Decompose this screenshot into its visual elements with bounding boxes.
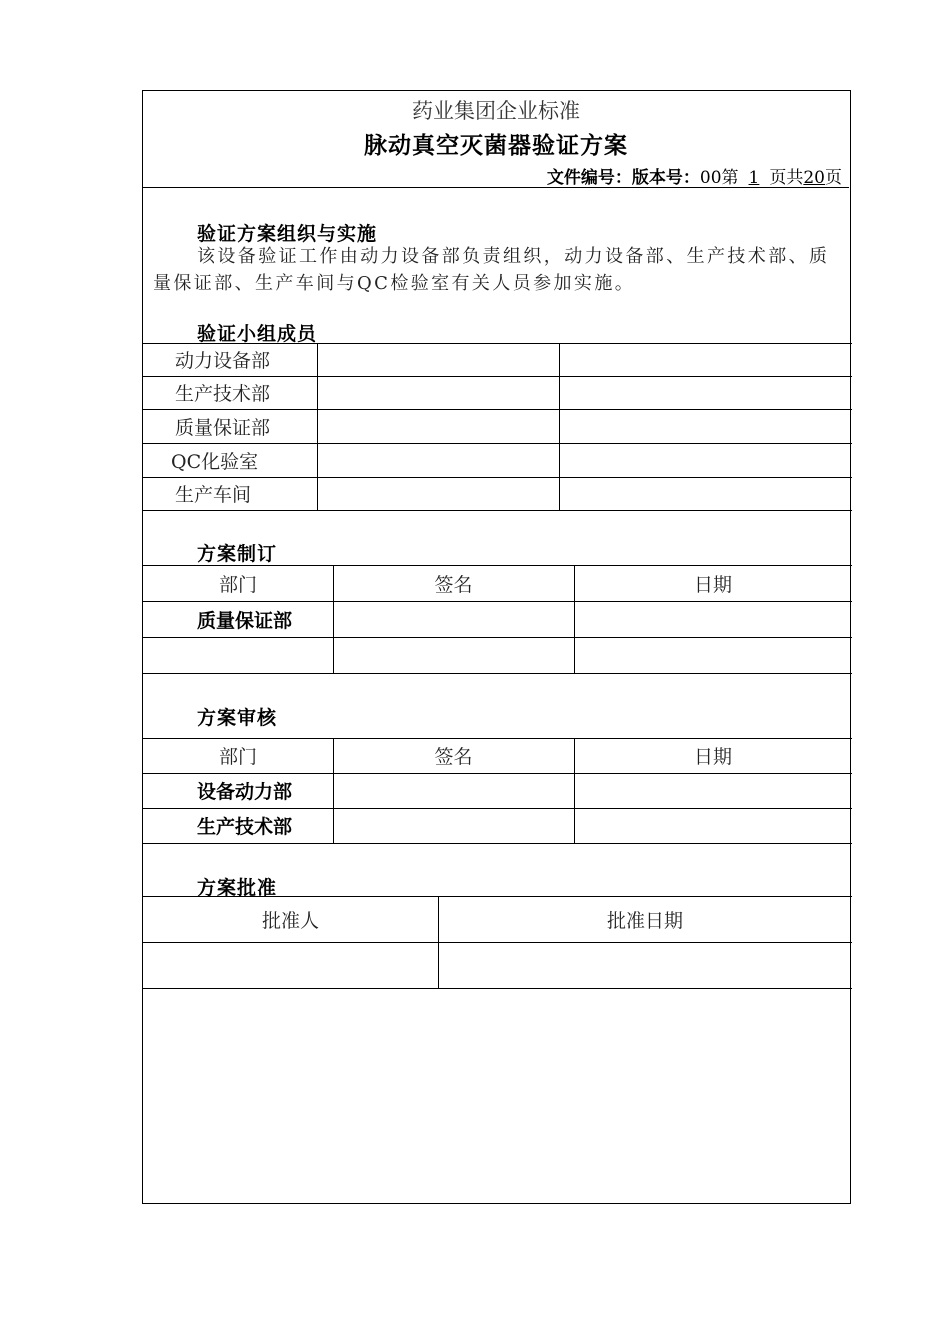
- members-col-line: [559, 343, 560, 510]
- member-dept: 动力设备部: [175, 350, 271, 372]
- file-no-label: 文件编号：版本号：: [546, 168, 700, 188]
- review-header-sign: 签名: [434, 746, 473, 768]
- review-header-dept: 部门: [218, 746, 257, 768]
- drafting-header-sign: 签名: [434, 573, 473, 596]
- members-col-line: [317, 343, 318, 510]
- drafting-header-dept: 部门: [218, 573, 257, 596]
- org-standard-title: 药业集团企业标准: [412, 99, 580, 123]
- review-dept: 设备动力部: [197, 781, 293, 803]
- file-info-line: [547, 163, 842, 188]
- page-mid: 页共: [769, 168, 804, 188]
- document-title: 脉动真空灭菌器验证方案: [364, 132, 628, 159]
- approval-title: 方案批准: [197, 877, 278, 899]
- review-header-date: 日期: [693, 746, 732, 768]
- approval-row-line: [143, 942, 852, 943]
- member-dept: 质量保证部: [175, 416, 271, 439]
- review-dept: 生产技术部: [197, 816, 293, 838]
- page-total: 20: [803, 168, 825, 188]
- drafting-dept: [143, 637, 333, 673]
- approval-header-approver: 批准人: [261, 909, 319, 932]
- header-divider: [143, 187, 849, 188]
- members-title: 验证小组成员: [197, 323, 318, 345]
- document-frame: [142, 90, 851, 1204]
- org-section-title: 验证方案组织与实施: [197, 223, 378, 245]
- drafting-title: 方案制订: [197, 543, 278, 565]
- member-dept: 生产车间: [175, 484, 252, 506]
- member-dept: QC化验室: [171, 450, 259, 473]
- approval-header-date: 批准日期: [606, 909, 683, 932]
- version-number: 00: [699, 168, 722, 188]
- drafting-bottom-line: [143, 673, 852, 674]
- page-suffix: 页: [825, 168, 842, 188]
- review-bottom-line: [143, 843, 852, 844]
- review-title: 方案审核: [197, 707, 278, 729]
- approval-bottom-line: [143, 988, 852, 989]
- drafting-dept: 质量保证部: [197, 609, 293, 632]
- org-section-body: 该设备验证工作由动力设备部负责组织，动力设备部、生产技术部、质量保证部、生产车间与QC检验室有关人员参加实施。: [153, 246, 830, 294]
- page-prefix: 第: [721, 168, 739, 188]
- members-bottom-line: [143, 510, 852, 511]
- member-dept: 生产技术部: [175, 383, 271, 405]
- drafting-header-date: 日期: [693, 573, 732, 596]
- page-current: 1: [748, 168, 760, 188]
